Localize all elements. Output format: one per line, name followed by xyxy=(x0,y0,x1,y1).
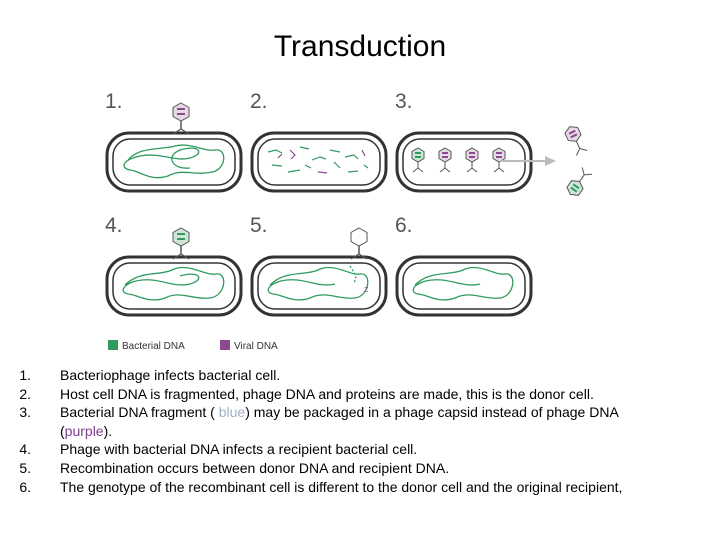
step-text: Recombination occurs between donor DNA and recipient DNA. xyxy=(60,459,450,476)
step-text: ( xyxy=(60,422,65,439)
list-item xyxy=(0,385,720,404)
steps-list xyxy=(0,366,720,496)
purple-word: purple xyxy=(64,422,104,439)
step-text: Bacterial DNA fragment ( xyxy=(60,404,215,421)
panel-label-5: 5. xyxy=(250,214,268,237)
panel-label-6: 6. xyxy=(395,214,413,237)
blue-word: blue xyxy=(218,404,246,421)
released-phage-viral xyxy=(563,124,588,156)
step-number: 6. xyxy=(19,478,31,495)
cell-6 xyxy=(397,257,531,315)
panel-label-3: 3. xyxy=(395,90,413,113)
release-arrowhead xyxy=(545,156,556,166)
cell-2 xyxy=(252,133,386,191)
list-item xyxy=(0,366,720,385)
step-text: ) may be packaged in a phage capsid instead of phage DNA xyxy=(245,404,619,421)
legend-label-bacterial: Bacterial DNA xyxy=(122,341,185,352)
phage-cell-1 xyxy=(173,103,189,134)
list-item xyxy=(0,478,720,497)
cell-5 xyxy=(252,257,386,315)
step-text: Bacteriophage infects bacterial cell. xyxy=(60,367,281,383)
panel-label-4: 4. xyxy=(105,214,123,237)
released-phage-bacterial xyxy=(565,167,593,199)
panel-label-1: 1. xyxy=(105,90,123,113)
step-number: 3. xyxy=(19,404,31,421)
list-item xyxy=(0,403,720,440)
list-item xyxy=(0,459,720,478)
page-title: Transduction xyxy=(273,30,447,63)
viral-fragment-mark: z xyxy=(364,284,369,294)
step-text: The genotype of the recombinant cell is different to the donor cell and the original recipient, xyxy=(60,478,623,495)
legend-swatch-bacterial xyxy=(108,340,118,350)
cell-3 xyxy=(397,133,556,191)
cell-1 xyxy=(107,133,241,191)
step-number: 5. xyxy=(19,459,31,476)
phage-cell-4 xyxy=(173,228,189,259)
list-item xyxy=(0,440,720,459)
legend-swatch-viral xyxy=(220,340,230,350)
step-text: ). xyxy=(103,422,113,439)
step-text: Phage with bacterial DNA infects a recipient bacterial cell. xyxy=(60,441,418,458)
step-number: 1. xyxy=(19,367,31,383)
legend xyxy=(108,340,278,352)
legend-label-viral: Viral DNA xyxy=(234,341,278,352)
step-number: 2. xyxy=(19,385,31,402)
empty-phage-cell-5 xyxy=(351,228,367,259)
cell-4 xyxy=(107,257,241,315)
step-number: 4. xyxy=(19,441,31,458)
panel-label-2: 2. xyxy=(250,90,268,113)
step-text: Host cell DNA is fragmented, phage DNA and proteins are made, this is the donor cell. xyxy=(60,385,594,402)
